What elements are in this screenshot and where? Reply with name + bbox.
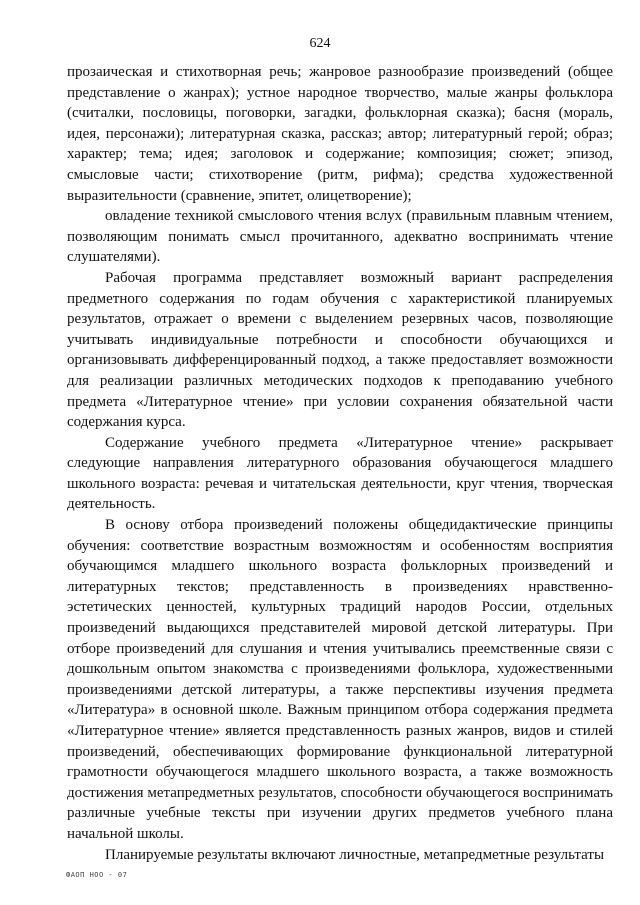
paragraph-reading-technique: овладение техникой смыслового чтения вслух (правильным плавным чтением, позволяющим понимать смысл прочитанного, адекватно воспринимать чтение слушателями). [67, 208, 613, 266]
footer-code: ФАОП НОО - 07 [66, 871, 128, 879]
paragraph-selection-principles: В основу отбора произведений положены общедидактические принципы обучения: соответствие возрастным возможностям и особенностям восприятия обучающимся младшего школьного возраста фольклорных произведений и литературных текстов; представленность в произведениях нравственно-эстетических ценностей, культурных традиций народов России, отдельных произведений выдающихся представителей мировой детской литературы. При отборе произведений для слушания и чтения учитывались преемственные связи с дошкольным опытом знакомства с произведениями фольклора, художественными произведениями детской литературы, а также перспективы изучения предмета «Литература» в основной школе. Важным принципом отбора содержания предмета «Литературное чтение» является представленность разных жанров, видов и стилей произведений, обеспечивающих формирование функциональной литературной грамотности обучающегося младшего школьного возраста, а также возможность достижения метапредметных результатов, способности обучающегося воспринимать различные учебные тексты при изучении других предметов учебного плана начальной школы. [67, 517, 613, 842]
body-text [67, 62, 613, 865]
paragraph-planned-results: Планируемые результаты включают личностные, метапредметные результаты [105, 846, 605, 863]
paragraph-work-program: Рабочая программа представляет возможный вариант распределения предметного содержания по годам обучения с характеристикой планируемых результатов, отражает о времени с выделением резервных часов, позволяющие учитывать индивидуальные потребности и способности обучающихся и организовывать дифференцированный подход, а также предоставляет возможности для реализации различных методических подходов к преподаванию учебного предмета «Литературное чтение» при условии сохранения обязательной части содержания курса. [67, 269, 613, 431]
paragraph-subject-content: Содержание учебного предмета «Литературное чтение» раскрывает следующие направления литературного образования обучающегося младшего школьного возраста: речевая и читательская деятельности, круг чтения, творческая деятельность. [67, 434, 613, 513]
page-number: 624 [309, 36, 331, 51]
paragraph-genres-continuation: прозаическая и стихотворная речь; жанровое разнообразие произведений (общее представление о жанрах); устное народное творчество, малые жанры фольклора (считалки, пословицы, поговорки, загадки, фольклорная сказка); басня (мораль, идея, персонажи); литературная сказка, рассказ; автор; литературный герой; образ; характер; тема; идея; заголовок и содержание; композиция; сюжет; эпизод, смысловые части; стихотворение (ритм, рифма); средства художественной выразительности (сравнение, эпитет, олицетворение); [67, 64, 613, 204]
